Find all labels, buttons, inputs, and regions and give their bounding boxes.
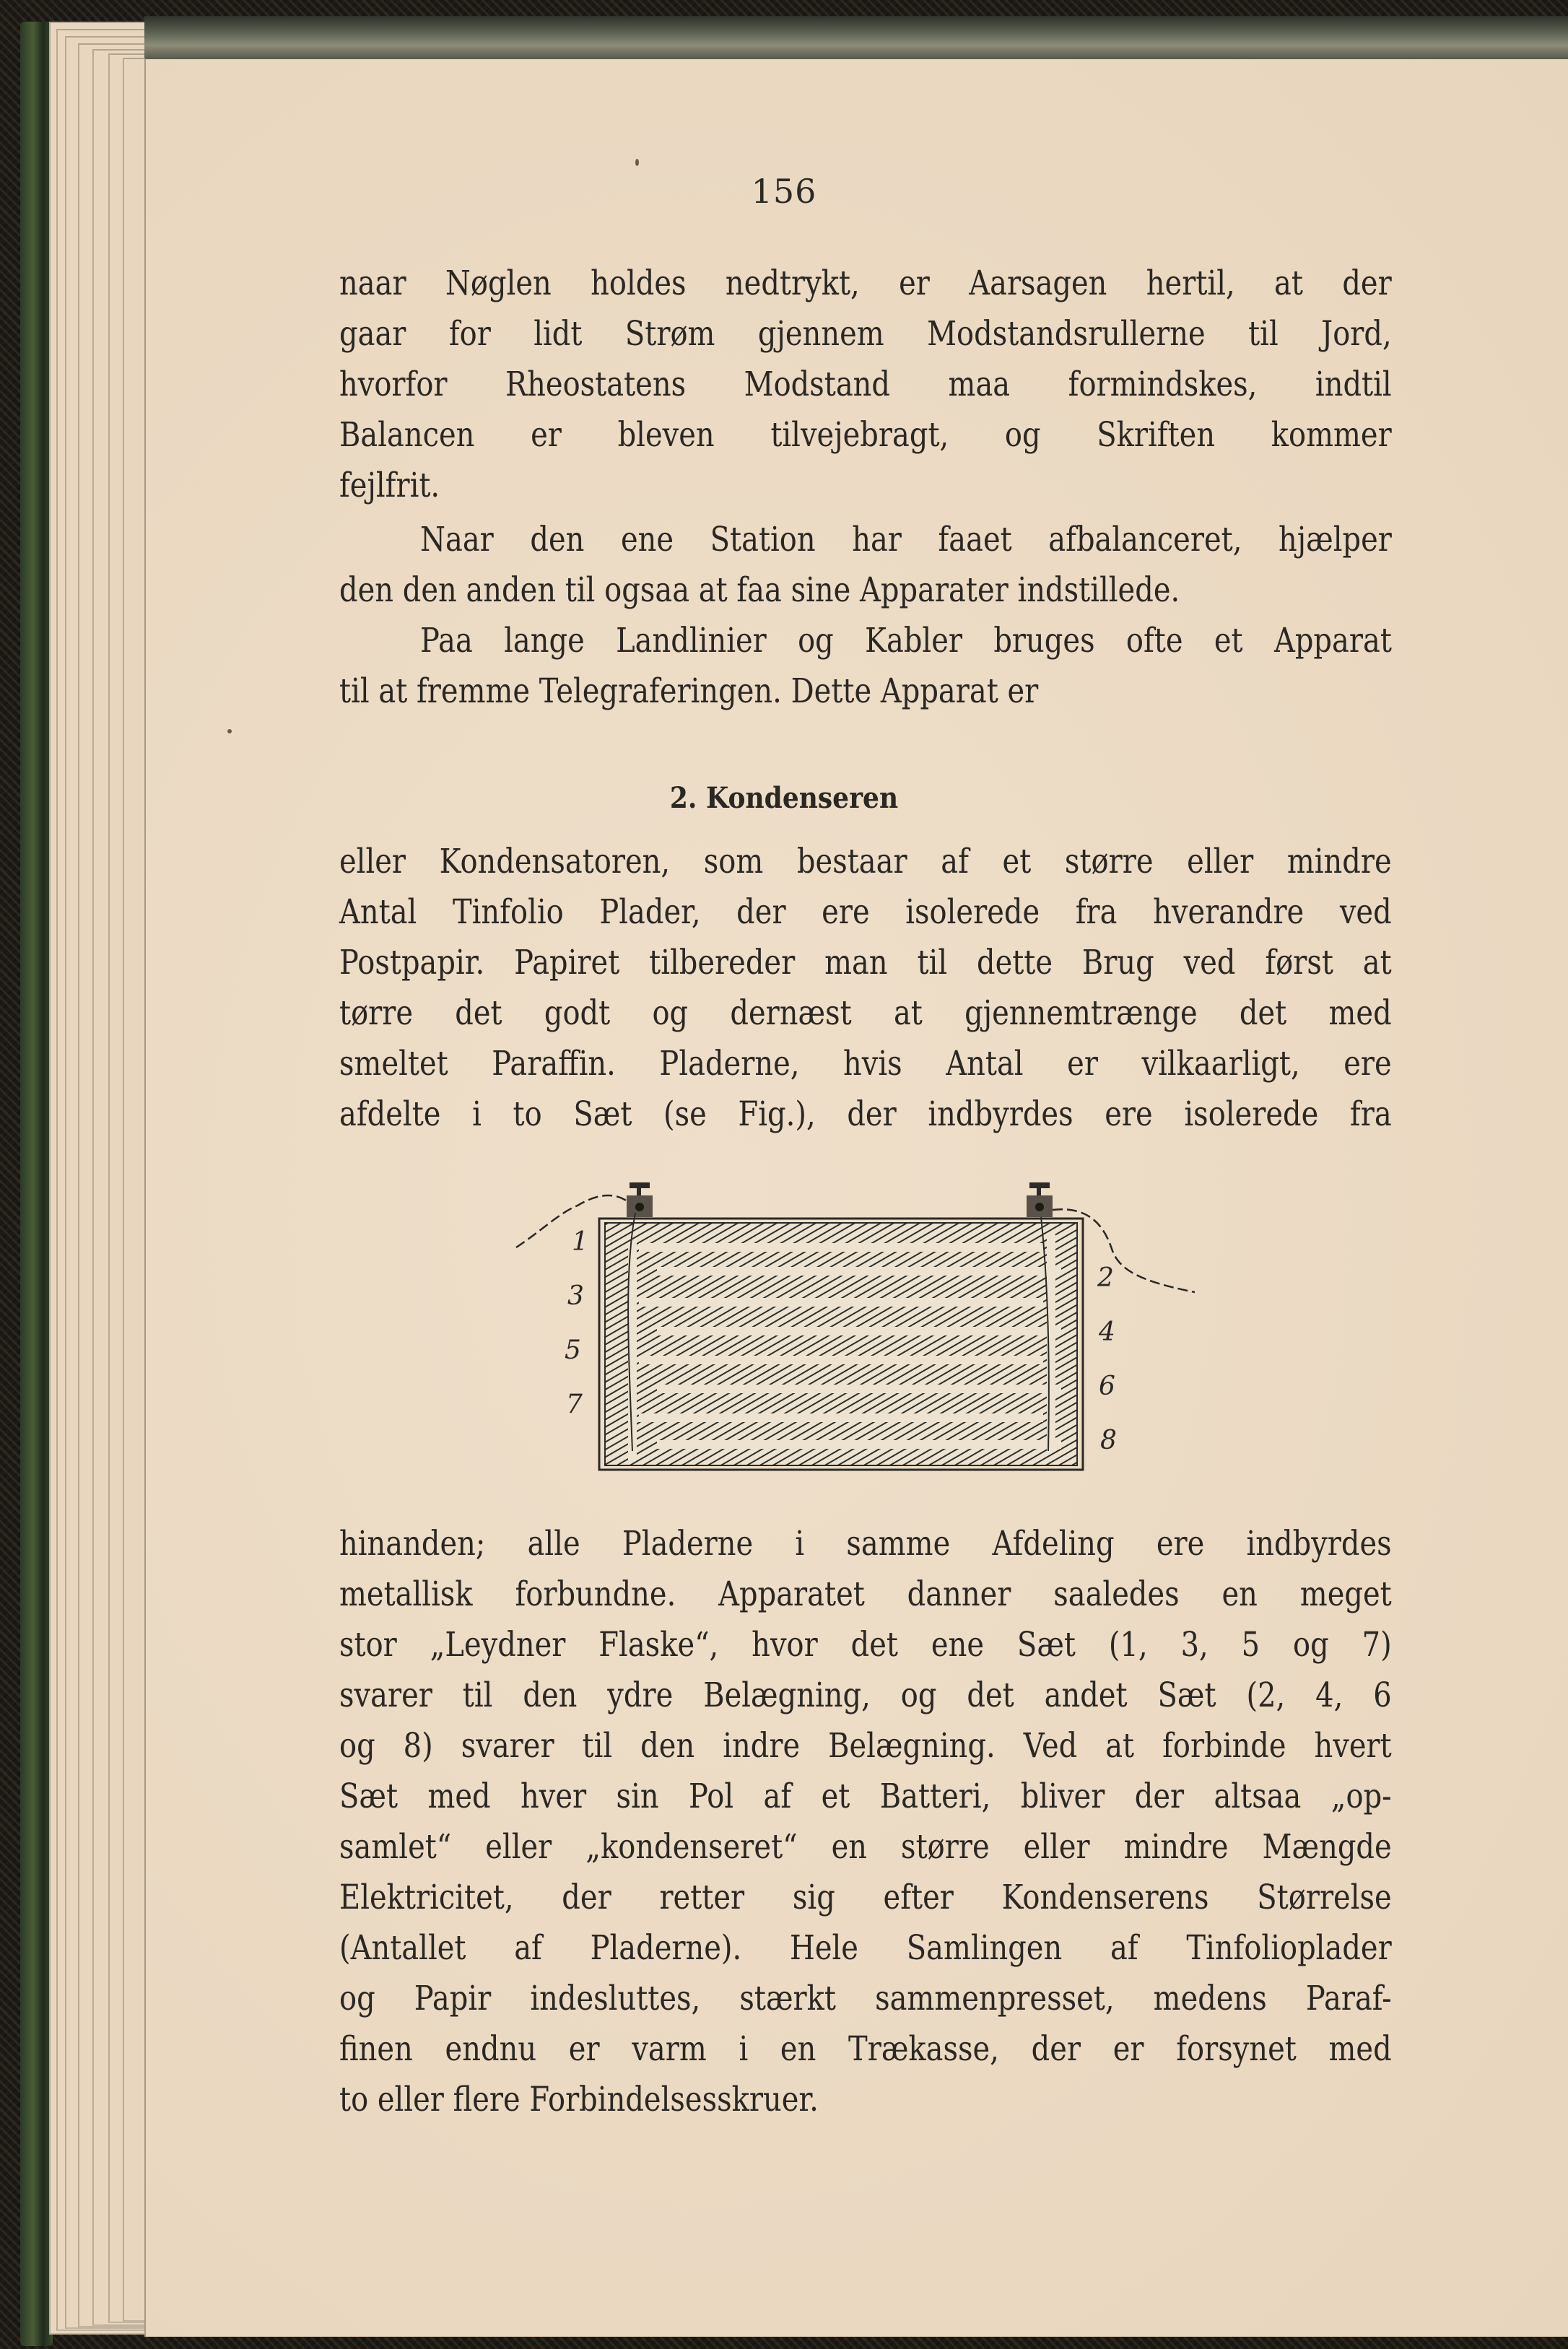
paper-speck — [227, 729, 232, 733]
text-line: og 8) svarer til den indre Belægning. Ved at forbinde hvert — [339, 1726, 1392, 1765]
figure-label-1: 1 — [572, 1227, 588, 1257]
text-line: tørre det godt og dernæst at gjennemtrænge det med — [339, 993, 1392, 1032]
text-line: hvorfor Rheostatens Modstand maa formindskes, indtil — [339, 365, 1392, 404]
left-terminal — [627, 1182, 653, 1217]
text-line: den den anden til ogsaa at faa sine Apparater indstillede. — [339, 570, 1180, 609]
figure-label-4: 4 — [1099, 1317, 1115, 1347]
text-line: eller Kondensatoren, som bestaar af et større eller mindre — [339, 842, 1392, 881]
text-line: Sæt med hver sin Pol af et Batteri, bliver der altsaa „op- — [339, 1777, 1392, 1816]
text-line: finen endnu er varm i en Trækasse, der er forsynet med — [339, 2029, 1392, 2068]
book-top-edge — [144, 16, 1568, 58]
text-line: to eller flere Forbindelsesskruer. — [339, 2080, 819, 2119]
text-line: hinanden; alle Pladerne i samme Afdeling ere indbyrdes — [339, 1524, 1392, 1563]
text-line: gaar for lidt Strøm gjennem Modstandsrullerne til Jord, — [339, 314, 1392, 353]
text-line: (Antallet af Pladerne). Hele Samlingen af Tinfolioplader — [339, 1928, 1392, 1967]
text-line: fejlfrit. — [339, 466, 440, 505]
text-line: Postpapir. Papiret tilbereder man til dette Brug ved først at — [339, 943, 1392, 982]
figure-label-6: 6 — [1099, 1372, 1115, 1401]
text-line: Antal Tinfolio Plader, der ere isolerede fra hverandre ved — [339, 892, 1392, 931]
text-line: samlet“ eller „kondenseret“ en større eller mindre Mængde — [339, 1827, 1392, 1866]
text-line: svarer til den ydre Belægning, og det andet Sæt (2, 4, 6 — [339, 1675, 1392, 1714]
section-heading: 2. Kondenseren — [669, 781, 899, 815]
page-number: 156 — [751, 172, 817, 211]
text-line: stor „Leydner Flaske“, hvor det ene Sæt (1, 3, 5 og 7) — [339, 1625, 1392, 1664]
right-terminal — [1027, 1182, 1053, 1217]
text-line: metallisk forbundne. Apparatet danner saaledes en meget — [339, 1574, 1392, 1613]
paper-speck — [635, 159, 639, 166]
book-cover-edge — [20, 22, 53, 2346]
plate-stack — [605, 1223, 1077, 1465]
figure-label-3: 3 — [567, 1281, 584, 1311]
text-line: Naar den ene Station har faaet afbalanceret, hjælper — [420, 520, 1392, 559]
text-line: naar Nøglen holdes nedtrykt, er Aarsagen hertil, at der — [339, 263, 1392, 302]
text-line: smeltet Paraffin. Pladerne, hvis Antal er vilkaarligt, ere — [339, 1044, 1392, 1083]
figure-label-8: 8 — [1100, 1426, 1117, 1455]
figure-label-2: 2 — [1097, 1263, 1114, 1293]
text-line: og Papir indesluttes, stærkt sammenpresset, medens Paraf- — [339, 1979, 1392, 2018]
text-line: til at fremme Telegraferingen. Dette Apparat er — [339, 671, 1039, 710]
figure-label-5: 5 — [565, 1335, 581, 1365]
text-line: afdelte i to Sæt (se Fig.), der indbyrdes ere isolerede fra — [339, 1094, 1392, 1133]
condenser-diagram — [491, 1162, 1256, 1480]
condenser-figure — [491, 1162, 1256, 1480]
figure-label-7: 7 — [566, 1390, 583, 1419]
text-line: Elektricitet, der retter sig efter Kondenserens Størrelse — [339, 1878, 1392, 1917]
text-line: Paa lange Landlinier og Kabler bruges ofte et Apparat — [420, 621, 1392, 660]
text-line: Balancen er bleven tilvejebragt, og Skriften kommer — [339, 415, 1392, 454]
